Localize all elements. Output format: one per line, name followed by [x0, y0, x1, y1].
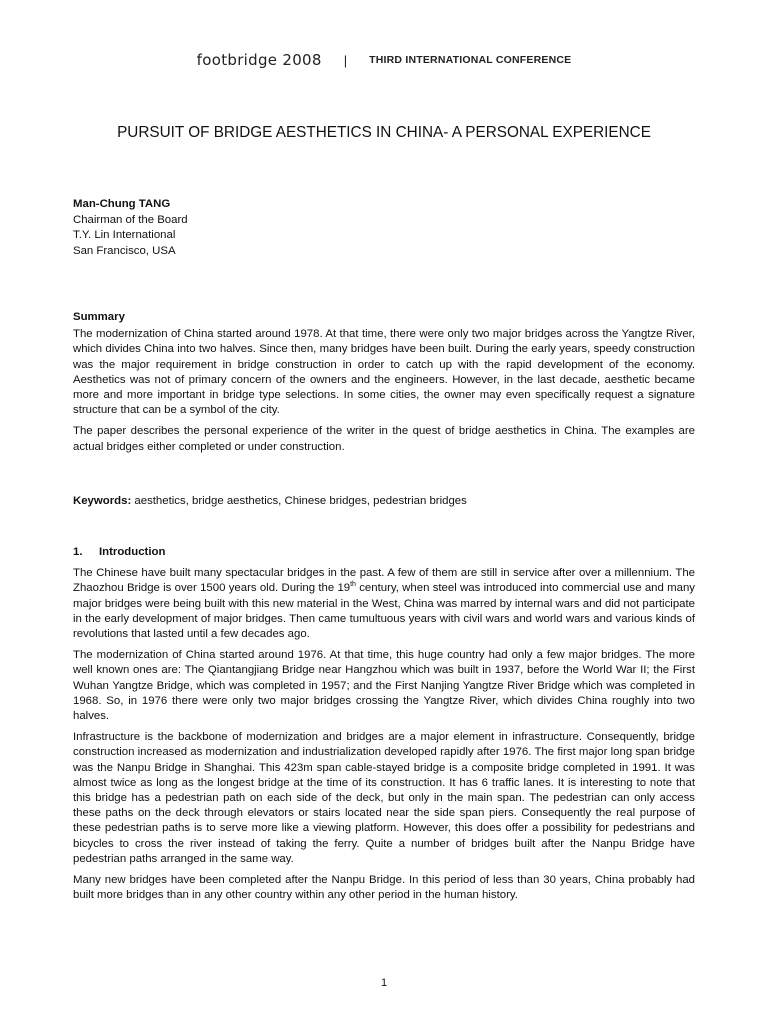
author-name: Man-Chung TANG: [73, 198, 171, 210]
conference-name: THIRD INTERNATIONAL CONFERENCE: [369, 54, 572, 66]
author-company: T.Y. Lin International: [73, 229, 176, 242]
keywords-line: [73, 494, 695, 509]
author-block: [73, 197, 188, 259]
section-number: 1.: [73, 546, 83, 558]
conference-logo: footbridge 2008: [196, 51, 322, 69]
author-location: San Francisco, USA: [73, 244, 176, 257]
superscript-th: th: [350, 581, 356, 589]
intro-paragraph-4: Many new bridges have been completed after the Nanpu Bridge. In this period of less than 30 years, China probably had built more bridges than in any other country within any other period in the human history.: [73, 874, 695, 902]
summary-section: [73, 310, 695, 455]
section-title: Introduction: [99, 546, 166, 558]
keywords-text: aesthetics, bridge aesthetics, Chinese bridges, pedestrian bridges: [134, 495, 467, 507]
summary-paragraph-2: The paper describes the personal experience of the writer in the quest of bridge aesthetics in China. The examples are actual bridges either completed or under construction.: [73, 425, 695, 453]
header-separator: |: [343, 52, 348, 68]
page-number: 1: [380, 977, 388, 989]
intro-paragraph-3: Infrastructure is the backbone of modernization and bridges are a major element in infrastructure. Consequently, bridge construction increased as modernization and industrialization developed rapidly after 1976. The first major long span bridge was the Nanpu Bridge in Shanghai. This 423m span cable-stayed bridge is a composite bridge completed in 1991. It was almost twice as long as the longest bridge at the time of its construction. It has 6 traffic lanes. It is interesting to note that this bridge has a pedestrian path on each side of the deck, but only in the main span. The pedestrian can only access these paths on the deck through elevators or stairs located near the side span piers. Consequently the real purpose of these pedestrian paths is to serve more like a viewing platform. However, this does offer a possibility for pedestrians and bicycles to cross the river instead of taking the ferry. Quite a number of bridges built after the Nanpu Bridge have pedestrian paths arranged in the same way.: [73, 731, 695, 865]
introduction-section: [73, 545, 695, 903]
summary-paragraph-1: The modernization of China started around 1978. At that time, there were only two major bridges across the Yangtze River, which divides China into two halves. Since then, many bridges have been built. During the early years, speedy construction was the major requirement in bridge construction in order to catch up with the rapid development of the economy. Aesthetics was not of primary concern of the owners and the engineers. However, in the last decade, aesthetic became more and more important in bridge type selections. In some cities, the owner may even specifically request a signature structure that can be a symbol of the city.: [73, 328, 695, 417]
intro-heading: [73, 545, 695, 560]
keywords-label: Keywords:: [73, 495, 132, 507]
paper-title: PURSUIT OF BRIDGE AESTHETICS IN CHINA- A PERSONAL EXPERIENCE: [117, 124, 651, 141]
page-header: [0, 48, 768, 72]
intro-paragraph-1: The Chinese have built many spectacular bridges in the past. A few of them are still in service after over a millennium. The Zhaozhou Bridge is over 1500 years old. During the 19th century, when steel was introduced into commercial use and many major bridges were being built with this new material in the West, China was marred by internal wars and did not participate in the early development of major bridges. Then came tumultuous years with civil wars and world wars and various kinds of revolutions that lasted until a few decades ago.: [73, 567, 695, 641]
intro-paragraph-2: The modernization of China started around 1976. At that time, this huge country had only a few major bridges. The more well known ones are: The Qiantangjiang Bridge near Hangzhou which was built in 1937, before the World War II; the First Wuhan Yangtze Bridge, which was completed in 1957; and the First Nanjing Yangtze River Bridge which was completed in 1968. So, in 1976 there were only two major bridges crossing the Yangtze River, which divides China roughly into two halves.: [73, 649, 695, 723]
author-position: Chairman of the Board: [73, 213, 188, 226]
summary-heading: Summary: [73, 311, 125, 323]
